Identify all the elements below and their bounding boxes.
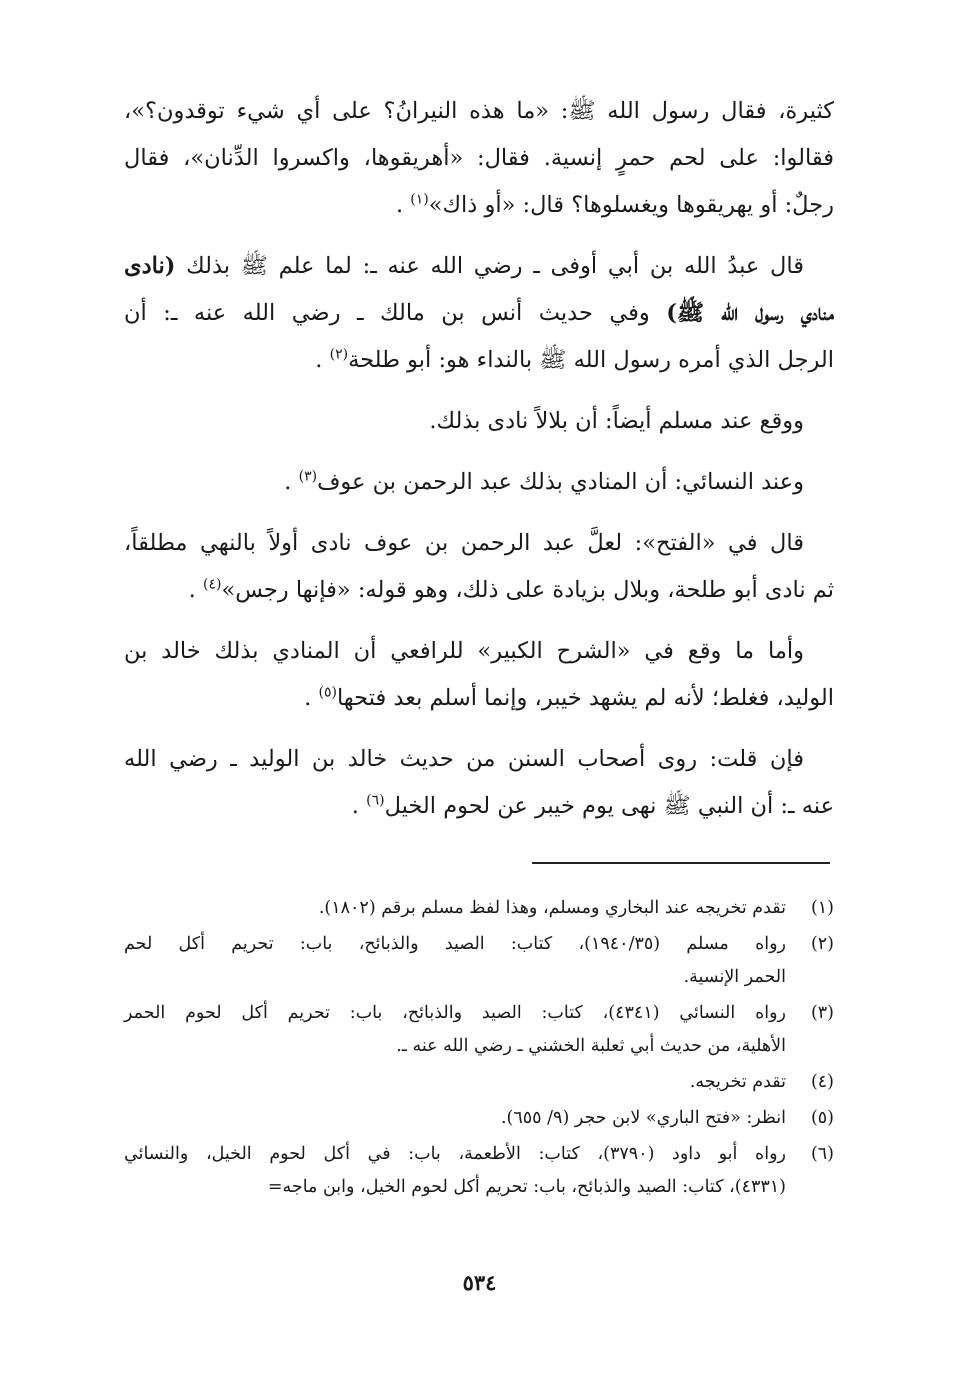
- paragraph-2: [124, 243, 834, 384]
- footnote-reference: (٣): [298, 468, 318, 485]
- line-end: .: [351, 793, 359, 819]
- footnote: [124, 1138, 834, 1204]
- line-end: .: [188, 577, 196, 603]
- line-end: .: [315, 347, 323, 373]
- line-text: قال عبدُ الله بن أبي أوفى ـ رضي الله عنه ـ: لما علم ﷺ بذلك: [186, 253, 804, 279]
- paragraph-3: [124, 398, 834, 445]
- footnote-reference: (٥): [318, 684, 337, 701]
- paragraph-line: [124, 567, 834, 614]
- bold-text: منادي رسول الله ﷺ): [666, 300, 834, 326]
- footnote-text: [124, 997, 786, 1063]
- paragraph-line: فإن قلت: روى أصحاب السنن من حديث خالد بن الوليد ـ رضي الله: [124, 746, 804, 772]
- footnote-line: تقدم تخريجه.: [689, 1072, 786, 1092]
- line-end: .: [304, 685, 312, 711]
- footnote-line: رواه النسائي (٤٣٤١)، كتاب: الصيد والذبائح، باب: تحريم أكل لحوم الحمر: [124, 1003, 786, 1023]
- footnote-line: تقدم تخريجه عند البخاري ومسلم، وهذا لفظ مسلم برقم (١٨٠٢).: [318, 898, 786, 918]
- footnote-reference: (٦): [366, 792, 385, 809]
- paragraph-line: [124, 675, 834, 722]
- paragraph-line: [124, 243, 834, 290]
- footnote-line: الأهلية، من حديث أبي ثعلبة الخشني ـ رضي الله عنه ـ.: [396, 1036, 786, 1056]
- footnote: [124, 892, 834, 925]
- footnote: [124, 997, 834, 1063]
- footnote: [124, 1102, 834, 1135]
- paragraph-line: ووقع عند مسلم أيضاً: أن بلالاً نادى بذلك.: [429, 408, 804, 434]
- paragraph-line: [124, 459, 834, 506]
- line-text: ثم نادى أبو طلحة، وبلال بزيادة على ذلك، وهو قوله: «فإنها رجس»: [221, 577, 834, 603]
- paragraph-6: [124, 628, 834, 722]
- footnote-number: (٣): [810, 1003, 834, 1023]
- paragraph-4: [124, 459, 834, 506]
- line-text: رجلٌ: أو يهريقوها ويغسلوها؟ قال: «أو ذاك»: [428, 192, 834, 218]
- footnote-reference: (٤): [202, 576, 222, 593]
- footnote-text: [124, 1138, 786, 1204]
- footnote: [124, 1066, 834, 1099]
- main-text: [124, 88, 834, 844]
- footnote-text: [124, 1066, 786, 1099]
- paragraph-line: كثيرة، فقال رسول الله ﷺ: «ما هذه النيرانُ؟ على أي شيء توقدون؟»،: [124, 98, 834, 124]
- footnote-reference: (١): [410, 191, 429, 208]
- footnote-reference: (٢): [329, 346, 349, 363]
- line-text: وعند النسائي: أن المنادي بذلك عبد الرحمن بن عوف: [317, 469, 804, 495]
- footnote-line: انظر: «فتح الباري» لابن حجر (٩/ ٦٥٥).: [500, 1108, 786, 1128]
- footnote-number: (٤): [810, 1072, 834, 1092]
- line-text: الرجل الذي أمره رسول الله ﷺ بالنداء هو: أبو طلحة: [348, 347, 834, 373]
- footnote-line: (٤٣٣١)، كتاب: الصيد والذبائح، باب: تحريم أكل لحوم الخيل، وابن ماجه=: [267, 1177, 786, 1197]
- paragraph-line: قال في «الفتح»: لعلَّ عبد الرحمن بن عوف نادى أولاً بالنهي مطلقاً،: [124, 530, 804, 556]
- bold-text: (نادى: [124, 253, 176, 279]
- footnote-number: (٢): [810, 934, 834, 954]
- paragraph-line: وأما ما وقع في «الشرح الكبير» للرافعي أن المنادي بذلك خالد بن: [124, 638, 804, 664]
- line-text: الوليد، فغلط؛ لأنه لم يشهد خيبر، وإنما أسلم بعد فتحها: [336, 685, 834, 711]
- line-text: عنه ـ: أن النبي ﷺ نهى يوم خيبر عن لحوم الخيل: [384, 793, 834, 819]
- paragraph-line: [124, 337, 834, 384]
- line-end: .: [395, 192, 404, 218]
- paragraph-7: [124, 736, 834, 830]
- paragraph-1: [124, 88, 834, 229]
- footnote-text: [124, 1102, 786, 1135]
- footnote-text: [124, 928, 786, 994]
- paragraph-line: فقالوا: على لحم حمرٍ إنسية. فقال: «أهريقوها، واكسروا الدِّنان»، فقال: [124, 145, 834, 171]
- paragraph-5: [124, 520, 834, 614]
- footnote-number: (١): [810, 898, 834, 918]
- footnote-text: [124, 892, 786, 925]
- footnote-number: (٥): [810, 1108, 834, 1128]
- paragraph-line: [124, 783, 834, 830]
- footnote-line: رواه أبو داود (٣٧٩٠)، كتاب: الأطعمة، باب: في أكل لحوم الخيل، والنسائي: [124, 1144, 786, 1164]
- line-end: .: [284, 469, 292, 495]
- footnote-number: (٦): [810, 1144, 834, 1164]
- footnote-line: الحمر الإنسية.: [683, 967, 786, 987]
- footnote-line: رواه مسلم (١٩٤٠/٣٥)، كتاب: الصيد والذبائح، باب: تحريم أكل لحم: [124, 934, 786, 954]
- footnote: [124, 928, 834, 994]
- footnote-separator: [532, 862, 830, 864]
- line-text: وفي حديث أنس بن مالك ـ رضي الله عنه ـ: أن: [124, 300, 650, 326]
- page-number: ٥٣٤: [462, 1270, 497, 1295]
- paragraph-line: [124, 182, 834, 229]
- paragraph-line: [124, 290, 834, 337]
- footnotes: [124, 892, 834, 1207]
